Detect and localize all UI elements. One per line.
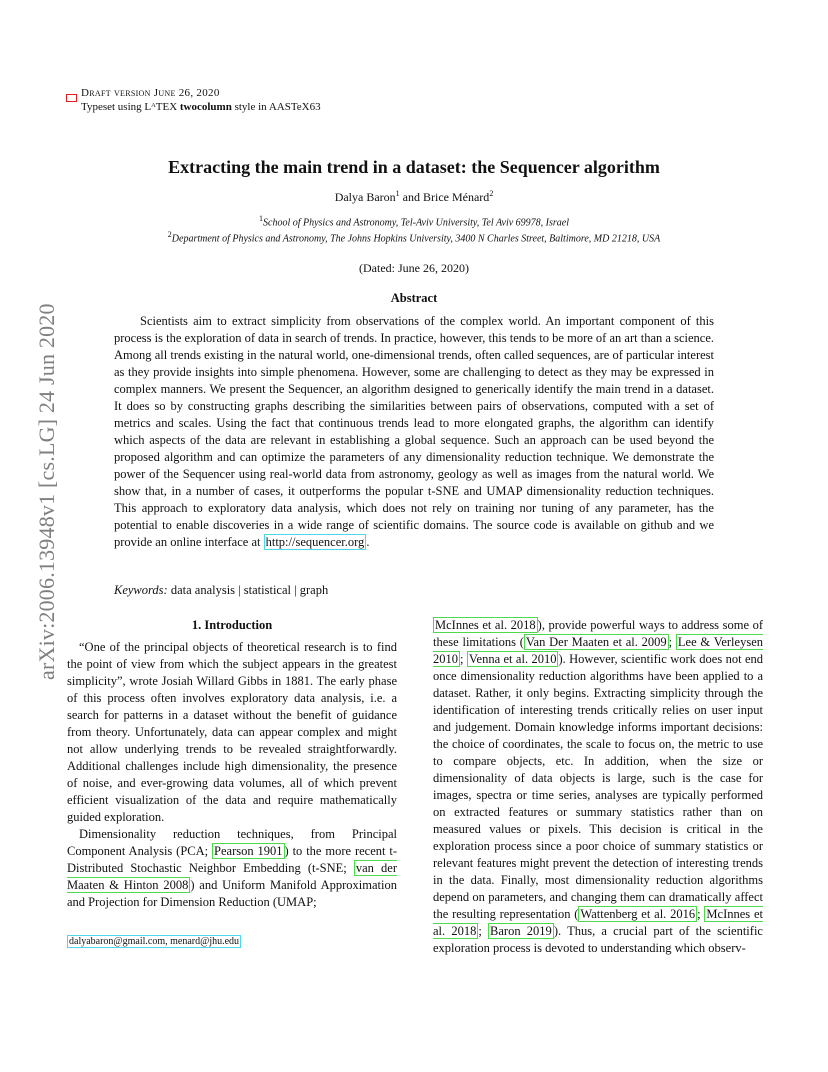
intro-r-text-c: ). Thus, a crucial part of the scientific exploration process is devoted to understanding which observ- <box>433 924 763 955</box>
arxiv-identifier[interactable]: arXiv:2006.13948v1 [cs.LG] 24 Jun 2020 <box>34 303 59 680</box>
keywords <box>114 583 328 598</box>
citation-van-der-maaten-2009[interactable]: Van Der Maaten et al. 2009 <box>525 635 667 649</box>
citation-pearson-1901[interactable]: Pearson 1901 <box>214 844 283 858</box>
citation-baron-2019[interactable]: Baron 2019 <box>490 924 552 938</box>
sequencer-link[interactable]: http://sequencer.org <box>265 535 365 549</box>
intro-r-text-a: ), provide powerful ways to address some of these limitations ( <box>433 618 764 649</box>
affiliation-1-sup: 1 <box>259 214 263 223</box>
affiliation-1 <box>0 214 828 228</box>
dated-line: (Dated: June 26, 2020) <box>359 261 469 275</box>
intro-paragraph-2 <box>67 826 397 911</box>
citation-mcinnes-2018-b[interactable]: McInnes et al. 2018 <box>433 907 763 938</box>
typeset-style: twocolumn <box>179 101 232 113</box>
affiliation-1-text: School of Physics and Astronomy, Tel-Aviv University, Tel Aviv 69978, Israel <box>263 217 569 229</box>
typeset-suffix: style in AASTeX63 <box>231 101 321 113</box>
abstract-body-text: Scientists aim to extract simplicity from observations of the complex world. An important component of this process is the exploration of data in search of trends. In practice, however, this tends to be more of an art than a science. Among all trends existing in the natural world, one-dimensional trends, often called sequences, are of particular interest as they provide insights into simple phenomena. However, some are challenging to detect as they may be expressed in complex manners. We present the Sequencer, an algorithm designed to generically identify the main trend in a dataset. It does so by constructing graphs describing the similarities between pairs of observations, computed with a set of metrics and scales. Using the fact that continuous trends lead to more elongated graphs, the algorithm can identify which aspects of the data are relevant in establishing a global sequence. Such an approach can be used beyond the proposed algorithm and can optimize the parameters of any dimensionality reduction technique. We demonstrate the power of the Sequencer using real-world data from astronomy, geology as well as images from the natural world. We show that, in a number of cases, it outperforms the popular t-SNE and UMAP dimensionality reduction techniques. This approach to exploratory data analysis, which does not rely on training nor tuning of any parameter, has the potential to enable discoveries in a wide range of scientific domains. The source code is available on github and we provide an online interface at <box>114 314 714 549</box>
left-column <box>67 617 397 911</box>
citation-wattenberg-2016[interactable]: Wattenberg et al. 2016 <box>580 907 696 921</box>
paper-title: Extracting the main trend in a dataset: the Sequencer algorithm <box>168 157 660 177</box>
affiliation-2 <box>0 230 828 244</box>
intro-r-sep-1: ; <box>668 635 676 649</box>
right-column <box>433 617 763 957</box>
keywords-label: Keywords: <box>114 583 168 597</box>
footnote-emails[interactable] <box>67 936 241 947</box>
intro-p2-text-c: ) and Uniform Manifold Approximation and Projection for Dimension Reduction (UMAP; <box>67 878 397 909</box>
citation-van-der-maaten-hinton-2008[interactable]: van der Maaten & Hinton 2008 <box>67 861 397 892</box>
intro-r-sep-4: ; <box>478 924 489 938</box>
draft-version: Draft version June 26, 2020 <box>81 87 220 99</box>
abstract-text <box>114 313 714 551</box>
affiliation-2-text: Department of Physics and Astronomy, The Johns Hopkins University, 3400 N Charles Street, Baltimore, MD 21218, USA <box>171 233 661 245</box>
intro-p2-text-a: Dimensionality reduction techniques, from Principal Component Analysis (PCA; <box>67 827 397 858</box>
keywords-list: data analysis | statistical | graph <box>167 583 329 597</box>
author-list <box>0 189 828 205</box>
author-1-affil: 1 <box>395 189 400 198</box>
section-heading-introduction: 1. Introduction <box>191 618 273 632</box>
intro-paragraph-2-continued <box>433 617 763 957</box>
typeset-prefix: Typeset using LᴬTEX <box>81 101 180 113</box>
link-marker-icon[interactable] <box>66 94 77 102</box>
intro-paragraph-1: “One of the principal objects of theoretical research is to find the point of view from which the subject appears in the greatest simplicity”, wrote Josiah Willard Gibbs in 1881. The early phase of this process often involves exploratory data analysis, i.e. a search for patterns in a dataset without the benefit of guidance from theory. Unfortunately, data can appear complex and might not allow underlying trends to be revealed straightforwardly. Additional challenges include high dimensionality, the presence of noise, and ever-growing data volumes, all of which prevent efficient visualization of the data and require mathematically guided exploration. <box>67 640 397 824</box>
typeset-note <box>81 101 321 113</box>
intro-r-sep-2: ; <box>460 652 467 666</box>
abstract-heading: Abstract <box>390 291 438 305</box>
intro-r-text-b: ). However, scientific work does not end once dimensionality reduction algorithms have been applied to a dataset. Rather, it only begins. Extracting simplicity through the identification of interesting trends critically relies on user input and judgement. Domain knowledge informs important decisions: the choice of coordinates, the scale to focus on, the metric to use to compare objects, etc. In addition, when the size or dimensionality of data objects is large, such is the case for images, spectra or time series, analyses are typically performed on extracted features or summary statistics rather than on measured values or pixels. This decision is critical in the exploration process since a poor choice of summary statistics or relevant features might prevent the detection of interesting trends in the data. Finally, most dimensionality reduction algorithms depend on parameters, and changing them can dramatically affect the resulting representation ( <box>433 652 763 921</box>
intro-p2-text-b: ) to the more recent t-Distributed Stochastic Neighbor Embedding (t-SNE; <box>67 844 398 875</box>
author-2-affil: 2 <box>489 189 494 198</box>
author-2: and Brice Ménard <box>399 190 490 204</box>
citation-venna-2010[interactable]: Venna et al. 2010 <box>468 652 557 666</box>
abstract-end: . <box>366 535 370 549</box>
citation-lee-verleysen-2010[interactable]: Lee & Verleysen 2010 <box>433 635 763 666</box>
citation-mcinnes-2018[interactable]: McInnes et al. 2018 <box>435 618 536 632</box>
intro-r-sep-3: ; <box>697 907 705 921</box>
author-emails-link[interactable]: dalyabaron@gmail.com, menard@jhu.edu <box>69 936 240 947</box>
affiliation-2-sup: 2 <box>167 230 172 239</box>
author-1: Dalya Baron <box>334 190 396 204</box>
